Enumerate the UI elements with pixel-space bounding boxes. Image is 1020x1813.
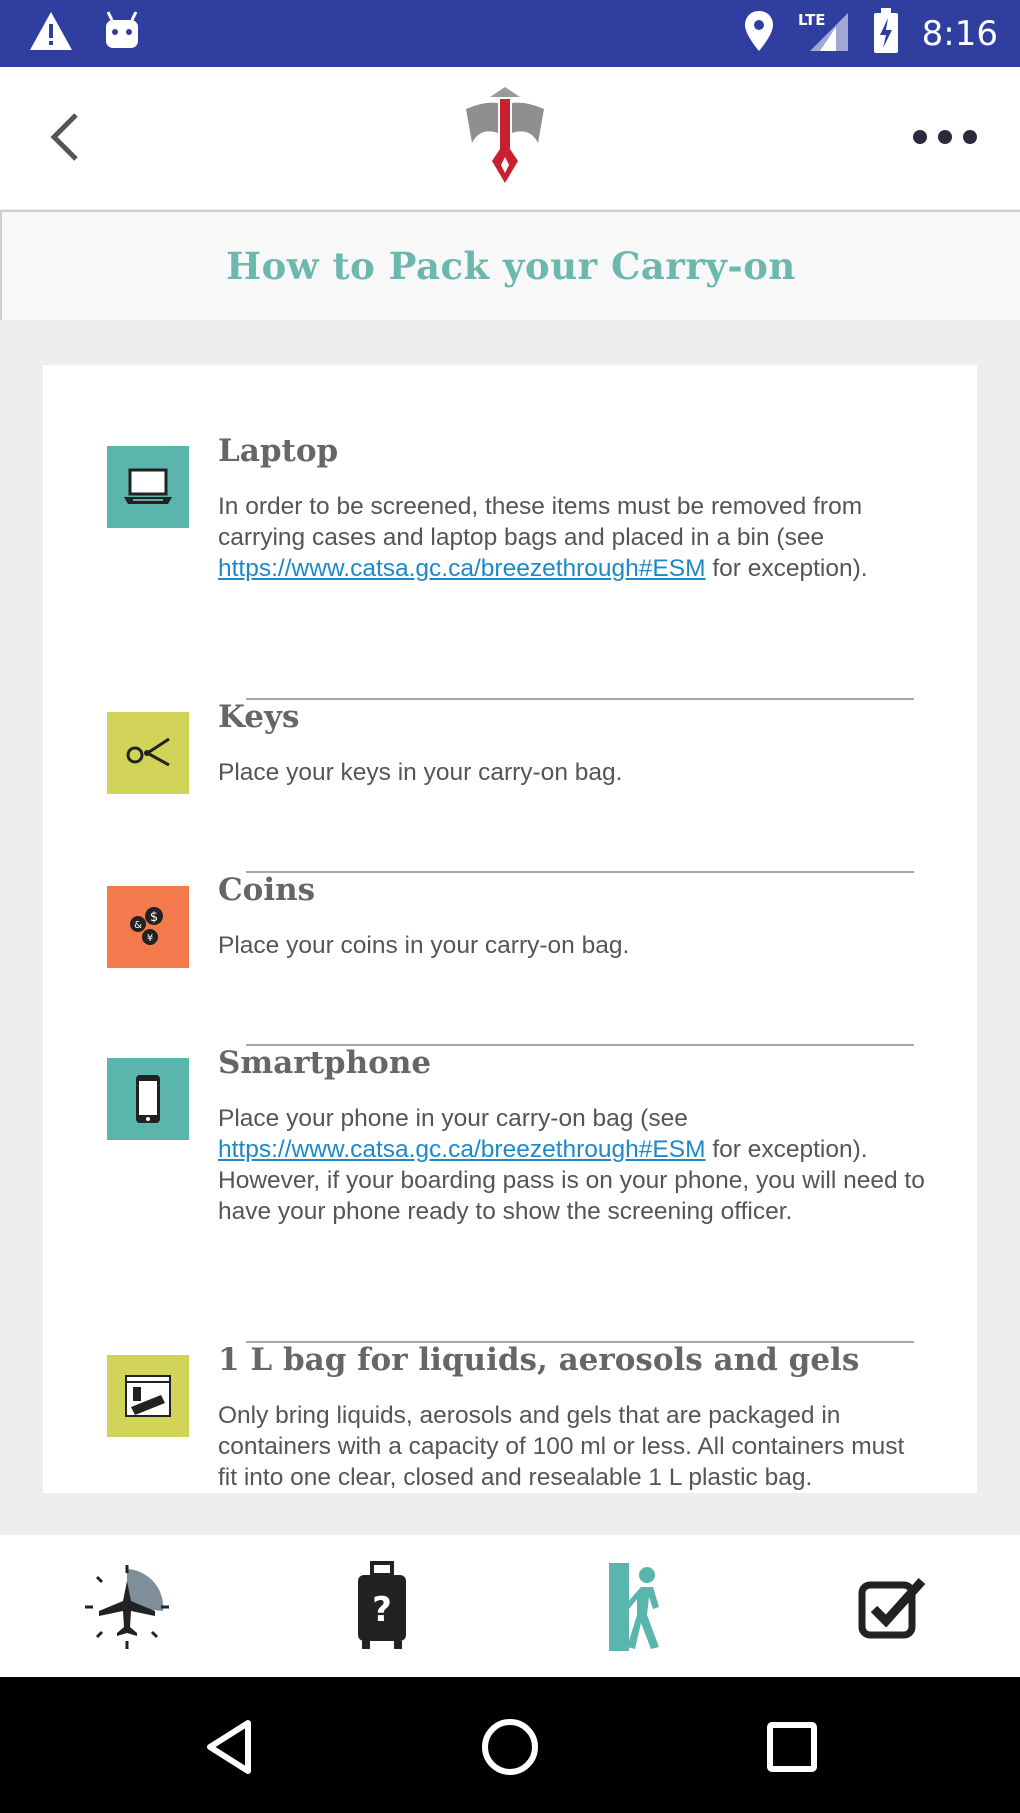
item-title: Smartphone <box>218 1045 432 1081</box>
page-title-banner <box>0 210 1020 322</box>
smartphone-icon <box>107 1058 189 1140</box>
checklist-icon <box>856 1571 928 1643</box>
triangle-back-icon <box>200 1717 260 1777</box>
bottom-nav <box>0 1535 1020 1677</box>
item-title: Coins <box>218 872 316 908</box>
content-area[interactable] <box>0 320 1020 1535</box>
liquids-bag-icon <box>107 1355 189 1437</box>
luggage-question-icon <box>352 1561 412 1653</box>
esm-link[interactable]: https://www.catsa.gc.ca/breezethrough#ESM <box>218 1136 706 1163</box>
item-title: Laptop <box>218 433 339 469</box>
item-title: Keys <box>218 699 300 735</box>
keys-icon <box>107 712 189 794</box>
network-type: LTE <box>797 11 826 29</box>
circle-home-icon <box>479 1716 541 1778</box>
item-description: Place your coins in your carry-on bag. <box>218 932 630 959</box>
svg-text:$: $ <box>149 910 159 925</box>
svg-text:?: ? <box>372 1590 392 1630</box>
item-title: 1 L bag for liquids, aerosols and gels <box>218 1342 860 1378</box>
chevron-left-icon <box>42 107 92 167</box>
laptop-icon <box>107 446 189 528</box>
divider <box>246 871 914 873</box>
flight-clock-icon <box>81 1561 173 1653</box>
item-description: Only bring liquids, aerosols and gels that are packaged in containers with a capacity of 100 ml or less. All containers must fit into one clear, closed and resealable 1 L plastic bag. <box>218 1402 905 1491</box>
svg-text:&: & <box>134 920 142 931</box>
more-options-button[interactable] <box>910 122 980 152</box>
system-home-button[interactable] <box>470 1707 550 1787</box>
back-button[interactable] <box>42 107 92 167</box>
warning-icon <box>28 10 74 57</box>
coins-icon <box>107 886 189 968</box>
square-recents-icon <box>764 1719 820 1775</box>
system-nav-bar <box>0 1677 1020 1813</box>
nav-flight-times[interactable] <box>77 1557 177 1657</box>
nav-checklist[interactable] <box>842 1557 942 1657</box>
nav-screening-walkthrough[interactable] <box>587 1557 687 1657</box>
location-icon <box>742 9 776 58</box>
more-dots-icon <box>910 122 980 152</box>
esm-link[interactable]: https://www.catsa.gc.ca/breezethrough#ESM <box>218 555 706 582</box>
item-description: In order to be screened, these items must be removed from carrying cases and laptop bags and placed in a bin (see https://www.catsa.gc.ca/breezethrough#ESM for exception). <box>218 493 868 582</box>
page-title: How to Pack your Carry-on <box>226 244 796 288</box>
catsa-shield-logo <box>464 87 546 187</box>
item-description: Place your phone in your carry-on bag (see https://www.catsa.gc.ca/breezethrough#ESM for exception). However, if your boarding pass is on your phone, you will need to have your phone ready to show the screening officer. <box>218 1105 925 1225</box>
status-bar <box>0 0 1020 67</box>
system-recents-button[interactable] <box>752 1707 832 1787</box>
battery-charging-icon <box>872 8 900 59</box>
item-description: Place your keys in your carry-on bag. <box>218 759 623 786</box>
walk-through-icon <box>607 1561 667 1653</box>
divider <box>246 698 914 700</box>
app-bar <box>0 67 1020 209</box>
items-card <box>43 365 977 1493</box>
nav-luggage-help[interactable] <box>332 1557 432 1657</box>
signal-icon <box>798 9 850 58</box>
system-back-button[interactable] <box>190 1707 270 1787</box>
clock: 8:16 <box>921 13 998 54</box>
android-icon <box>102 10 142 57</box>
svg-text:¥: ¥ <box>146 933 154 944</box>
